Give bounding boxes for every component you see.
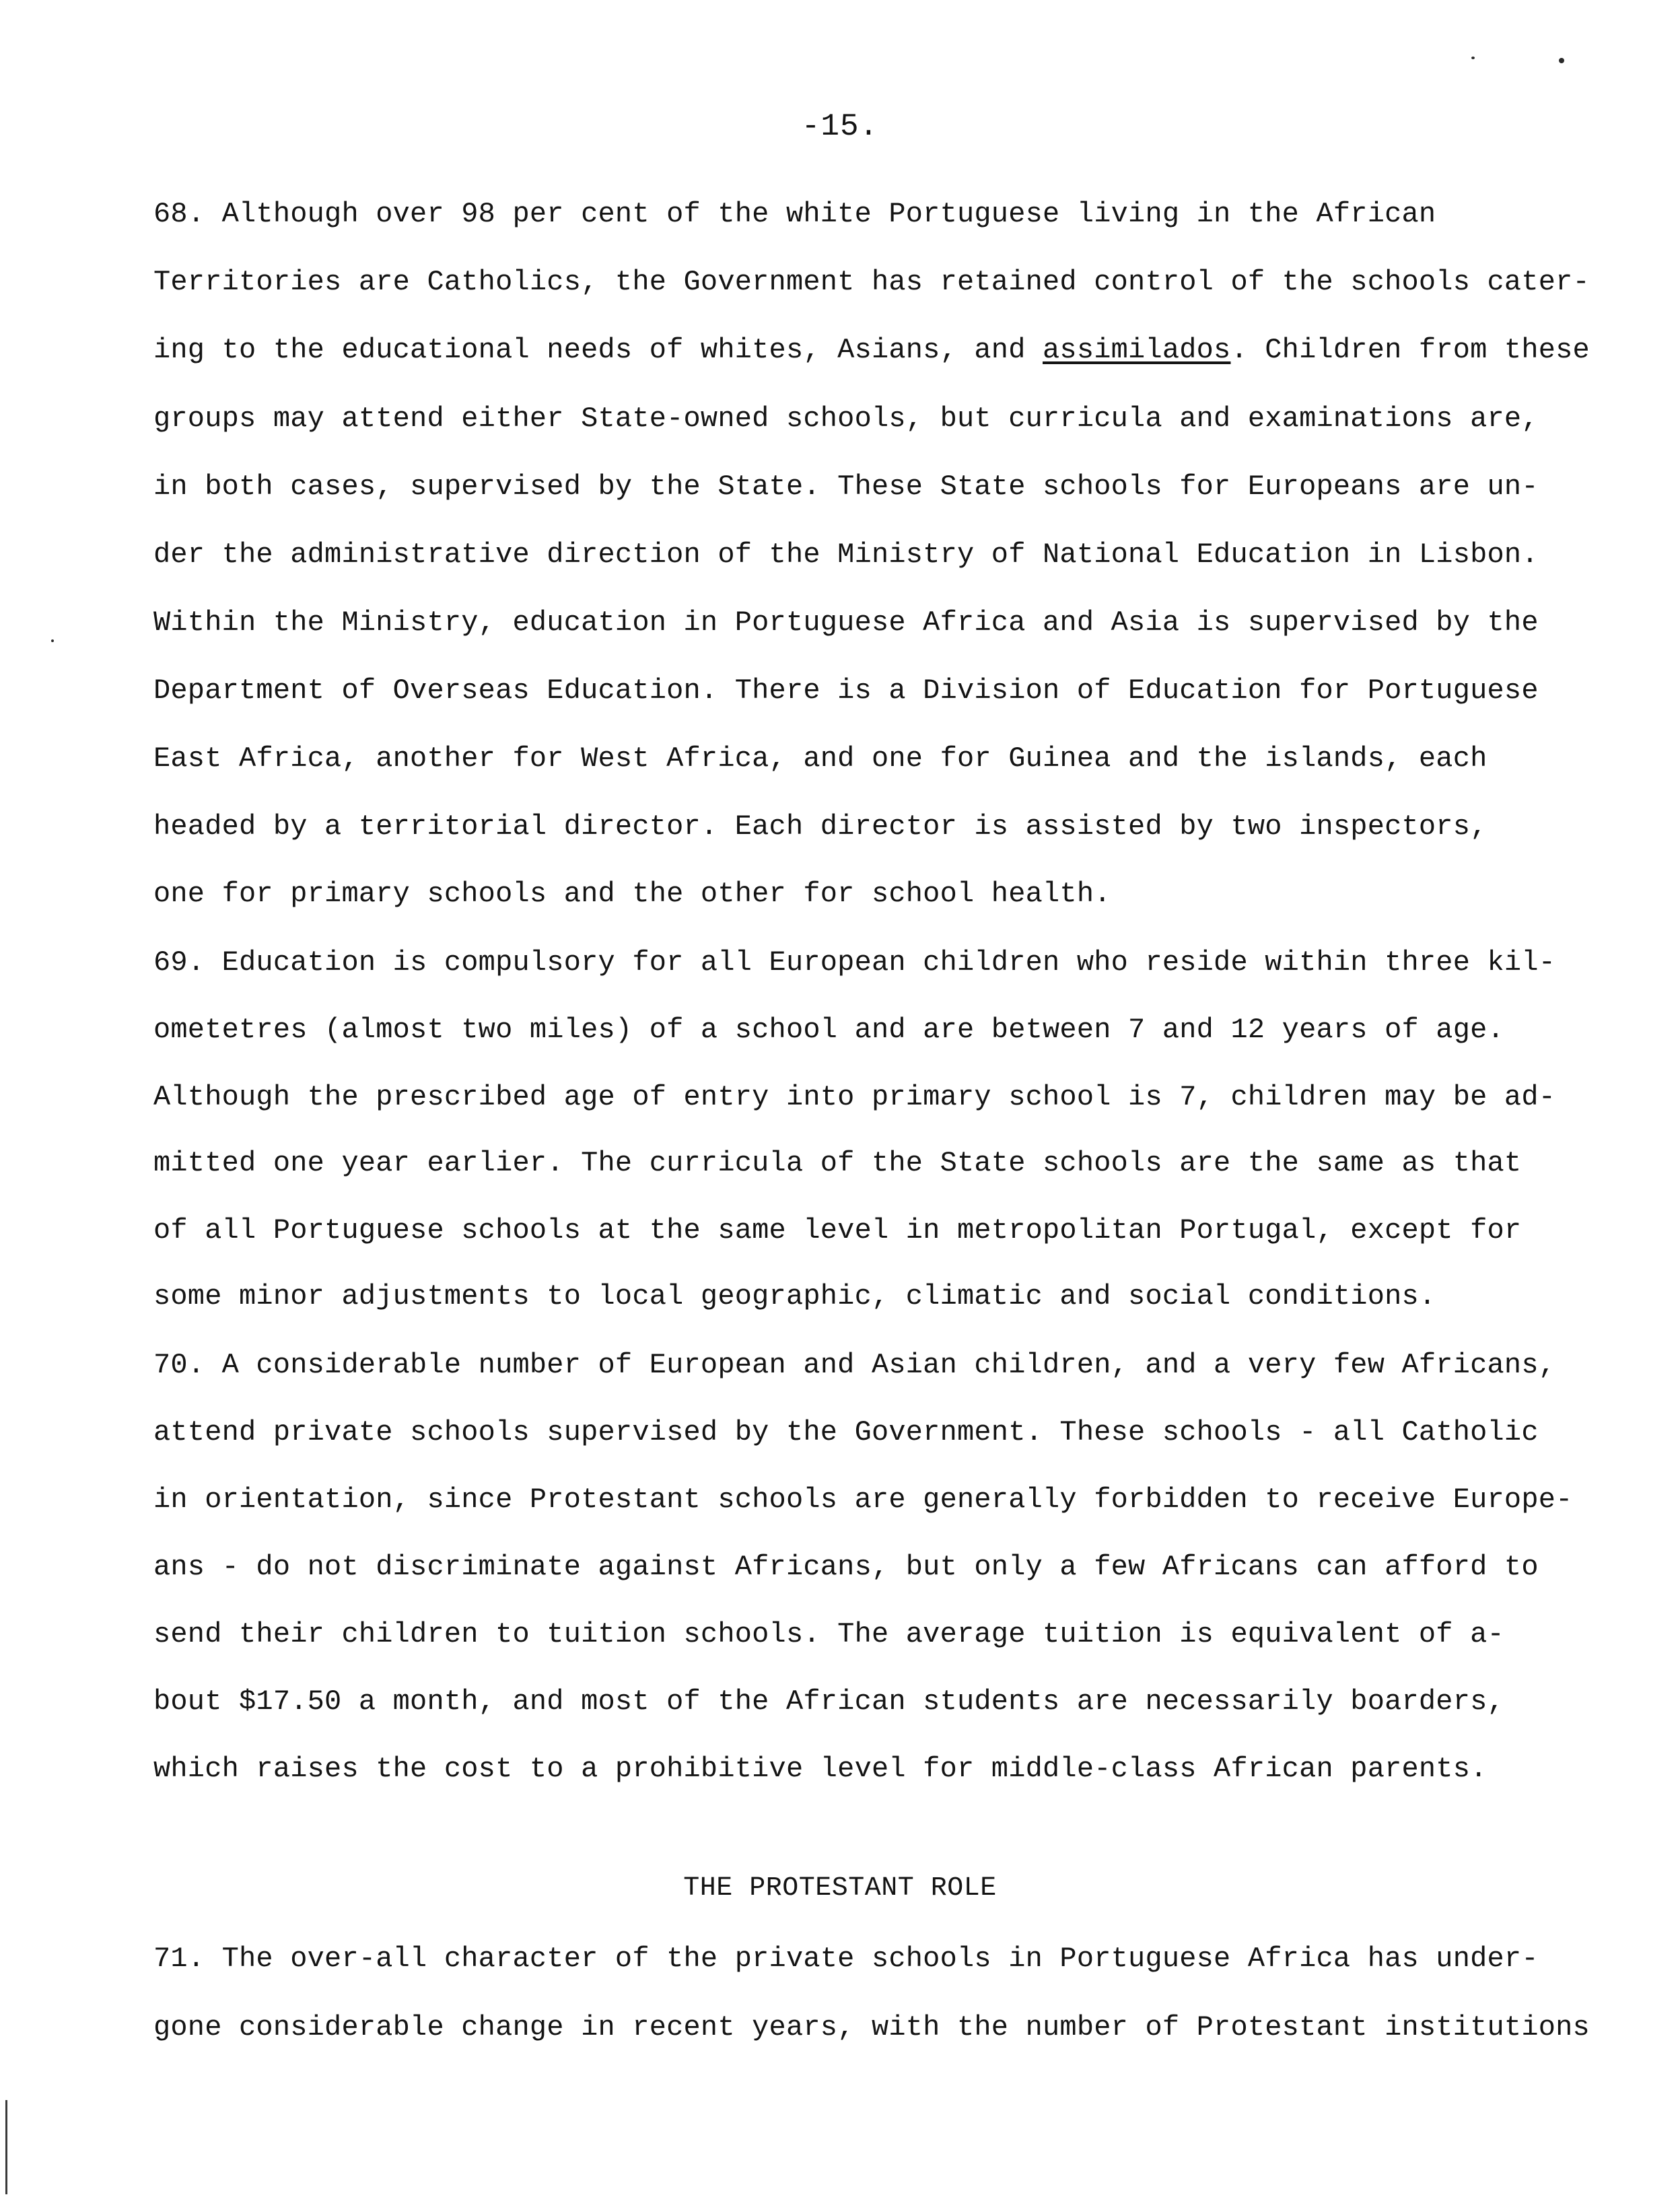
text-line: der the administrative direction of the Ministry of National Education in Lisbon.	[153, 538, 1539, 571]
text-line: 69. Education is compulsory for all European children who reside within three kil-	[153, 946, 1556, 979]
underlined-term: assimilados	[1043, 334, 1231, 366]
text-line: 68. Although over 98 per cent of the white Portuguese living in the African	[153, 198, 1436, 230]
text-line: 70. A considerable number of European and Asian children, and a very few Africans,	[153, 1349, 1556, 1381]
text-line: Within the Ministry, education in Portuguese Africa and Asia is supervised by the	[153, 606, 1539, 639]
text-line: send their children to tuition schools. The average tuition is equivalent of a-	[153, 1618, 1504, 1650]
text-line: of all Portuguese schools at the same level in metropolitan Portugal, except for	[153, 1214, 1522, 1247]
text-line: in orientation, since Protestant schools are generally forbidden to receive Europe-	[153, 1484, 1573, 1516]
text-line: ometetres (almost two miles) of a school and are between 7 and 12 years of age.	[153, 1014, 1504, 1046]
page-number: -15.	[801, 109, 879, 144]
text-line: ans - do not discriminate against Africans, but only a few Africans can afford to	[153, 1551, 1539, 1583]
text-line: in both cases, supervised by the State. These State schools for Europeans are un-	[153, 470, 1539, 503]
text-line: Although the prescribed age of entry into primary school is 7, children may be ad-	[153, 1081, 1556, 1113]
scan-speck	[1471, 57, 1475, 59]
text-line: gone considerable change in recent years, with the number of Protestant institutions	[153, 2011, 1590, 2044]
text-line: Territories are Catholics, the Government has retained control of the schools cater-	[153, 266, 1590, 298]
text-line: Department of Overseas Education. There is a Division of Education for Portuguese	[153, 674, 1539, 707]
text-line: some minor adjustments to local geographic, climatic and social conditions.	[153, 1280, 1436, 1313]
margin-mark	[5, 2100, 7, 2194]
scan-speck	[1559, 58, 1564, 63]
text-line	[153, 331, 1590, 369]
text-segment: . Children from these	[1230, 334, 1590, 366]
text-line: 71. The over-all character of the private schools in Portuguese Africa has under-	[153, 1943, 1539, 1975]
text-line: mitted one year earlier. The curricula of the State schools are the same as that	[153, 1147, 1522, 1179]
text-segment: ing to the educational needs of whites, Asians, and	[153, 334, 1043, 366]
section-heading: THE PROTESTANT ROLE	[683, 1873, 997, 1904]
text-line: attend private schools supervised by the Government. These schools - all Catholic	[153, 1416, 1539, 1449]
text-line: East Africa, another for West Africa, and one for Guinea and the islands, each	[153, 742, 1488, 775]
text-line: which raises the cost to a prohibitive level for middle-class African parents.	[153, 1753, 1488, 1785]
text-line: one for primary schools and the other for school health.	[153, 878, 1111, 910]
text-line: groups may attend either State-owned schools, but curricula and examinations are,	[153, 403, 1539, 435]
text-line: bout $17.50 a month, and most of the African students are necessarily boarders,	[153, 1685, 1504, 1718]
scan-speck	[51, 639, 54, 642]
text-line: headed by a territorial director. Each director is assisted by two inspectors,	[153, 810, 1488, 843]
